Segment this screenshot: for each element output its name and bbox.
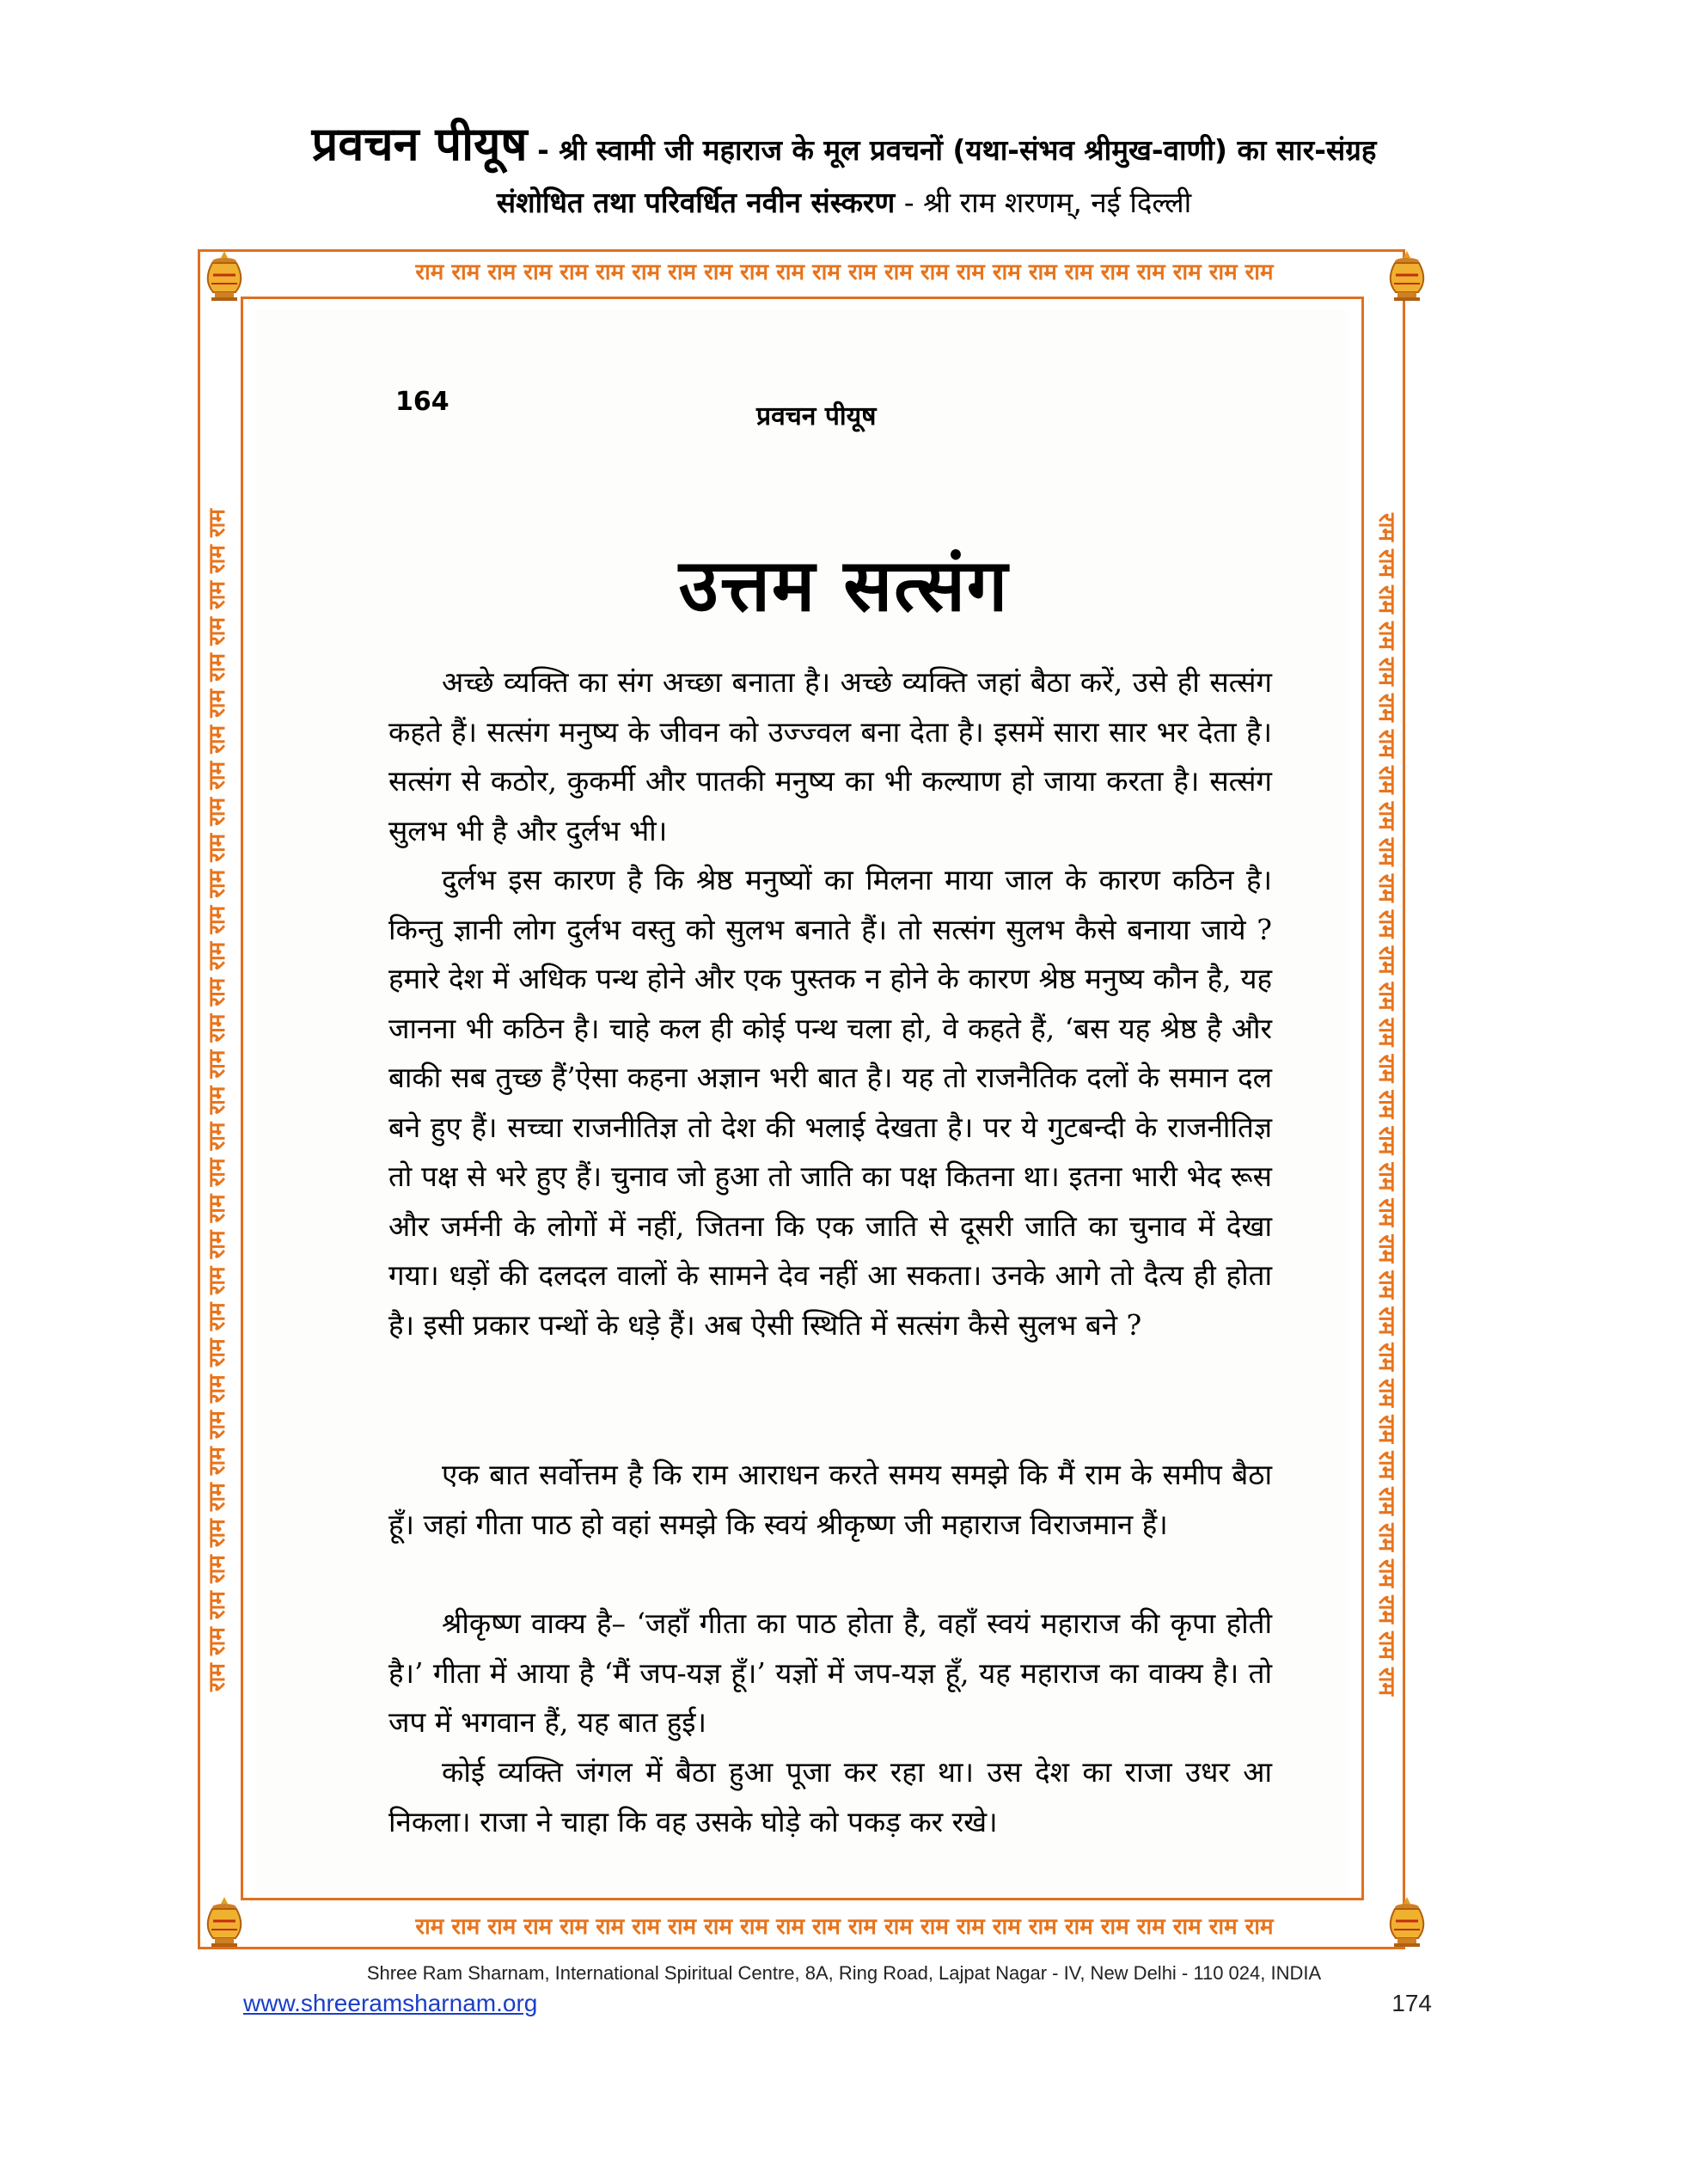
kalash-icon xyxy=(199,1895,249,1948)
website-link[interactable]: www.shreeramsharnam.org xyxy=(243,1990,538,2016)
edition-publisher: - श्री राम शरणम्, नई दिल्ली xyxy=(895,186,1192,219)
ram-border-right: राम राम राम राम राम राम राम राम राम राम राम राम राम राम राम राम राम राम राम राम राम राम राम राम राम राम राम राम राम राम राम राम राम xyxy=(1373,513,1399,1696)
ram-border-left: राम राम राम राम राम राम राम राम राम राम राम राम राम राम राम राम राम राम राम राम राम राम राम राम राम राम राम राम राम राम राम राम राम xyxy=(205,509,230,1692)
book-title: प्रवचन पीयूष xyxy=(311,117,528,171)
page-header-edition xyxy=(0,182,1688,221)
ram-border-bottom: राम राम राम राम राम राम राम राम राम राम राम राम राम राम राम राम राम राम राम राम राम राम राम राम xyxy=(415,1914,1274,1940)
ram-border-top: राम राम राम राम राम राम राम राम राम राम राम राम राम राम राम राम राम राम राम राम राम राम राम राम xyxy=(415,260,1274,285)
page-header-title xyxy=(0,110,1688,174)
paragraph: एक बात सर्वोत्तम है कि राम आराधन करते समय समझे कि मैं राम के समीप बैठा हूँ। जहां गीता पाठ हो वहां समझे कि स्वयं श्रीकृष्ण जी महाराज विराजमान हैं। xyxy=(388,1458,1272,1541)
paragraph: दुर्लभ इस कारण है कि श्रेष्ठ मनुष्यों का मिलना माया जाल के कारण कठिन है। किन्तु ज्ञानी लोग दुर्लभ वस्तु को सुलभ बनाते हैं। तो सत्संग सुलभ कैसे बनाया जाये ? हमारे देश में अधिक पन्थ होने और एक पुस्तक न होने के कारण श्रेष्ठ मनुष्य कौन है, यह जानना भी कठिन है। चाहे कल ही कोई पन्थ चला हो, वे कहते हैं, ‘बस यह श्रेष्ठ है और बाकी सब तुच्छ हैं’ऐसा कहना अज्ञान भरी बात है। यह तो राजनैतिक दलों के समान दल बने हुए हैं। सच्चा राजनीतिज्ञ तो देश की भलाई देखता है। पर ये गुटबन्दी के राजनीतिज्ञ तो पक्ष से भरे हुए हैं। चुनाव जो हुआ तो जाति का पक्ष कितना था। इतना भारी भेद रूस और जर्मनी के लोगों में नहीं, जितना कि एक जाति से दूसरी जाति का चुनाव में देखा गया। धड़ों की दलदल वालों के सामने देव नहीं आ सकता। उनके आगे तो दैत्य ही होता है। इसी प्रकार पन्थों के धड़े हैं। अब ऐसी स्थिति में सत्संग कैसे सुलभ बने ? xyxy=(388,863,1272,1342)
paragraph: कोई व्यक्ति जंगल में बैठा हुआ पूजा कर रहा था। उस देश का राजा उधर आ निकला। राजा ने चाहा कि वह उसके घोड़े को पकड़ कर रखे। xyxy=(388,1755,1272,1838)
chapter-title: उत्तम सत्संग xyxy=(678,543,1010,627)
book-subtitle: - श्री स्वामी जी महाराज के मूल प्रवचनों (यथा-संभव श्रीमुख-वाणी) का सार-संग्रह xyxy=(527,133,1377,167)
kalash-icon xyxy=(1382,249,1432,303)
book-page-number: 164 xyxy=(395,387,450,417)
kalash-icon xyxy=(1382,1895,1432,1948)
paragraph: श्रीकृष्ण वाक्य है– ‘जहाँ गीता का पाठ होता है, वहाँ स्वयं महाराज की कृपा होती है।’ गीता में आया है ‘मैं जप-यज्ञ हूँ।’ यज्ञों में जप-यज्ञ हूँ, यह महाराज का वाक्य है। तो जप में भगवान हैं, यह बात हुई। xyxy=(388,1606,1272,1739)
running-title: प्रवचन पीयूष xyxy=(756,401,877,431)
pdf-page-number: 174 xyxy=(1391,1990,1432,2016)
edition-label: संशोधित तथा परिवर्धित नवीन संस्करण xyxy=(496,186,896,219)
paragraph: अच्छे व्यक्ति का संग अच्छा बनाता है। अच्छे व्यक्ति जहां बैठा करें, उसे ही सत्संग कहते हैं। सत्संग मनुष्य के जीवन को उज्ज्वल बना देता है। इसमें सारा सार भर देता है। सत्संग से कठोर, कुकर्मी और पातकी मनुष्य का भी कल्याण हो जाया करता है। सत्संग सुलभ भी है और दुर्लभ भी। xyxy=(388,665,1272,847)
footer-address: Shree Ram Sharnam, International Spiritual Centre, 8A, Ring Road, Lajpat Nagar - IV, New Delhi - 110 024, INDIA xyxy=(366,1962,1322,1984)
kalash-icon xyxy=(199,249,249,303)
